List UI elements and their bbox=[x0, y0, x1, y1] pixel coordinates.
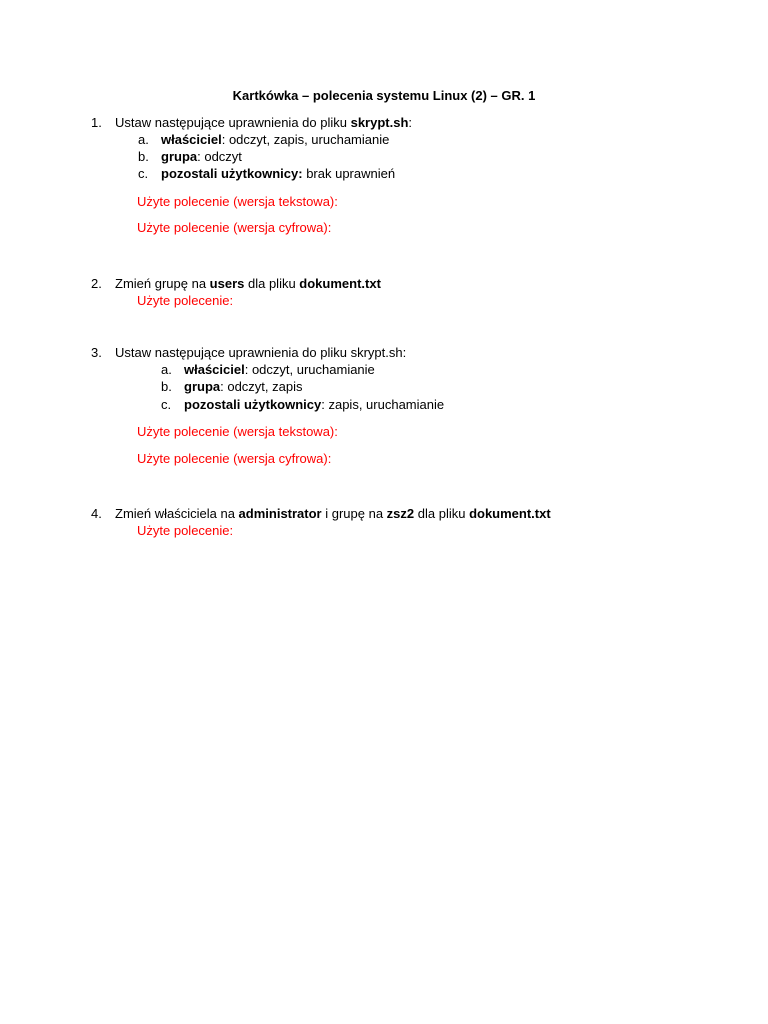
question-number: 1. bbox=[91, 115, 102, 130]
question-text: dla pliku bbox=[414, 506, 470, 521]
list-item bbox=[161, 361, 721, 378]
item-subject: grupa bbox=[184, 379, 221, 394]
answer-label-text: Użyte polecenie (wersja tekstowa): bbox=[137, 194, 338, 209]
item-subject: grupa bbox=[161, 149, 198, 164]
file-name: dokument.txt bbox=[299, 276, 381, 291]
list-item bbox=[138, 148, 698, 165]
list-item bbox=[161, 378, 721, 395]
question-2 bbox=[91, 275, 731, 292]
item-permissions: : zapis, uruchamianie bbox=[321, 397, 445, 412]
item-permissions: : odczyt bbox=[197, 149, 242, 164]
page-title: Kartkówka – polecenia systemu Linux (2) – GR. 1 bbox=[232, 88, 536, 103]
question-3 bbox=[91, 344, 731, 361]
item-subject: pozostali użytkownicy: bbox=[161, 166, 303, 181]
item-permissions: : odczyt, uruchamianie bbox=[244, 362, 375, 377]
item-subject: właściciel bbox=[184, 362, 245, 377]
question-number: 2. bbox=[91, 276, 102, 291]
question-1 bbox=[91, 114, 731, 131]
list-item bbox=[138, 165, 698, 182]
question-text: Ustaw następujące uprawnienia do pliku bbox=[115, 115, 351, 130]
answer-label-text: Użyte polecenie (wersja tekstowa): bbox=[137, 424, 338, 439]
item-subject: pozostali użytkownicy bbox=[184, 397, 322, 412]
question-text-end: : bbox=[408, 115, 413, 130]
owner-name: administrator bbox=[238, 506, 322, 521]
question-number: 4. bbox=[91, 506, 102, 521]
answer-label: Użyte polecenie: bbox=[137, 293, 234, 308]
item-letter: a. bbox=[161, 362, 172, 377]
question-text: dla pliku bbox=[244, 276, 300, 291]
item-letter: b. bbox=[161, 379, 172, 394]
item-subject: właściciel bbox=[161, 132, 222, 147]
question-text: Zmień właściciela na bbox=[115, 506, 239, 521]
question-text: Zmień grupę na bbox=[115, 276, 210, 291]
item-letter: b. bbox=[138, 149, 149, 164]
question-text: i grupę na bbox=[321, 506, 387, 521]
item-permissions: : odczyt, zapis, uruchamianie bbox=[221, 132, 390, 147]
list-item bbox=[161, 396, 721, 413]
item-letter: a. bbox=[138, 132, 149, 147]
file-name: skrypt.sh bbox=[350, 115, 409, 130]
group-name: users bbox=[209, 276, 245, 291]
question-text: Ustaw następujące uprawnienia do pliku skrypt.sh: bbox=[115, 345, 407, 360]
item-permissions: : odczyt, zapis bbox=[220, 379, 303, 394]
item-letter: c. bbox=[138, 166, 149, 181]
list-item bbox=[138, 131, 698, 148]
answer-label-numeric: Użyte polecenie (wersja cyfrowa): bbox=[137, 451, 332, 466]
item-permissions: brak uprawnień bbox=[302, 166, 396, 181]
group-name: zsz2 bbox=[386, 506, 415, 521]
question-4 bbox=[91, 505, 731, 522]
answer-label-numeric: Użyte polecenie (wersja cyfrowa): bbox=[137, 220, 332, 235]
question-number: 3. bbox=[91, 345, 102, 360]
file-name: dokument.txt bbox=[469, 506, 551, 521]
answer-label: Użyte polecenie: bbox=[137, 523, 234, 538]
item-letter: c. bbox=[161, 397, 172, 412]
